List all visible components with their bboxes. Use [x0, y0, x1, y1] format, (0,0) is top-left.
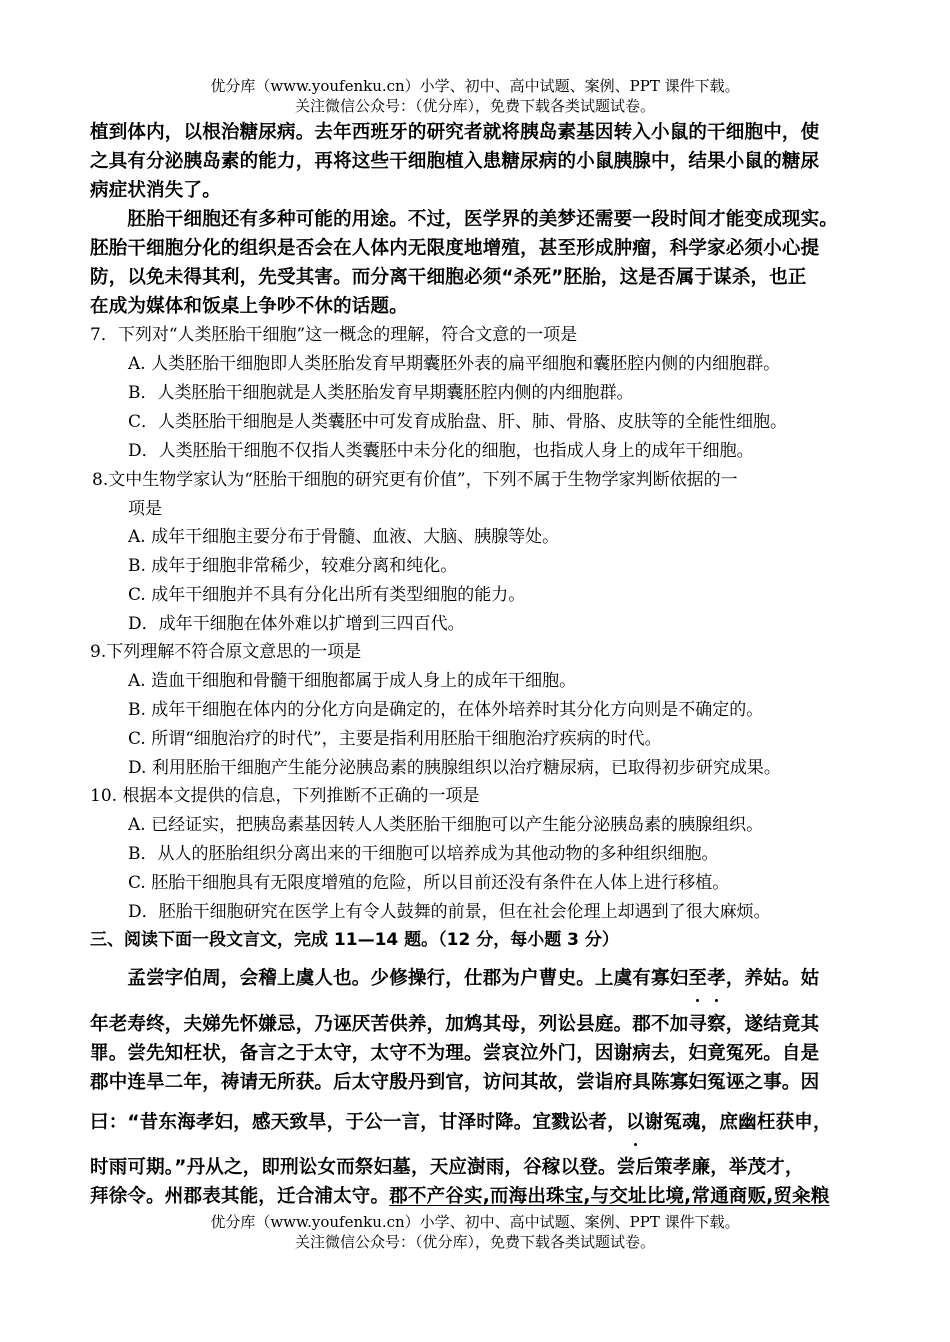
question-7-option-d: D．人类胚胎干细胞不仅指人类囊胚中未分化的细胞，也指成人身上的成年干细胞。 — [128, 441, 754, 461]
classical-line — [90, 965, 819, 993]
classical-text: 谢冤魂，庶幽枉获申， — [644, 1112, 832, 1133]
passage-line: 之具有分泌胰岛素的能力，再将这些干细胞植入患糖尿病的小鼠胰腺中，结果小鼠的糖尿 — [90, 151, 820, 172]
question-8-option-d: D．成年干细胞在体外难以扩增到三四百代。 — [128, 614, 465, 634]
footer-line-2: 关注微信公众号：（优分库），免费下载各类试题试卷。 — [294, 1233, 655, 1251]
passage-line: 在成为媒体和饭桌上争吵不休的话题。 — [90, 296, 408, 317]
question-9-option-b: B. 成年干细胞在体内的分化方向是确定的，在体外培养时其分化方向则是不确定的。 — [128, 700, 764, 720]
dotted-char: 孝 — [707, 965, 726, 993]
question-9-option-d: D. 利用胚胎干细胞产生能分泌胰岛素的胰腺组织以治疗糖尿病，已取得初步研究成果。 — [128, 758, 781, 778]
underlined-sentence: 郡不产谷实,而海出珠宝,与交址比境,常通商贩,贸籴粮 — [389, 1186, 830, 1207]
classical-line — [90, 1183, 830, 1211]
question-10-option-c: C. 胚胎干细胞具有无限度增殖的危险，所以目前还没有条件在人体上进行移植。 — [128, 873, 730, 893]
dotted-char: 至 — [688, 965, 707, 993]
header-line-1: 优分库（www.youfenku.cn）小学、初中、高中试题、案例、PPT 课件下载。 — [210, 77, 740, 95]
question-8-option-b: B. 成年于细胞非常稀少，较难分离和纯化。 — [128, 556, 458, 576]
question-8-option-a: A. 成年干细胞主要分布于骨髓、血液、大脑、胰腺等处。 — [128, 527, 560, 547]
question-8-stem-cont: 项是 — [128, 499, 162, 519]
classical-text: 曰：“昔东海孝妇，感天致旱，于公一言，甘泽时降。宜戮讼者， — [90, 1112, 626, 1133]
question-7-option-b: B．人类胚胎干细胞就是人类胚胎发育早期囊胚腔内侧的内细胞群。 — [128, 383, 634, 403]
passage-line: 胚胎干细胞还有多种可能的用途。不过，医学界的美梦还需要一段时间才能变成现实。 — [90, 209, 839, 230]
question-10-option-b: B．从人的胚胎组织分离出来的干细胞可以培养成为其他动物的多种组织细胞。 — [128, 844, 719, 864]
classical-text: 拜徐令。州郡表其能，迁合浦太守。 — [90, 1186, 390, 1207]
question-9-option-a: A. 造血干细胞和骨髓干细胞都属于成人身上的成年干细胞。 — [128, 671, 577, 691]
question-10-option-a: A. 已经证实，把胰岛素基因转人人类胚胎干细胞可以产生能分泌胰岛素的胰腺组织。 — [128, 815, 764, 835]
question-8-stem: 8.文中生物学家认为“胚胎干细胞的研究更有价值”，下列不属于生物学家判断依据的一 — [92, 470, 738, 490]
classical-line: 罪。尝先知枉状，备言之于太守，太守不为理。尝哀泣外门，因谢病去，妇竟冤死。自是 — [90, 1043, 820, 1064]
passage-line: 胚胎干细胞分化的组织是否会在人体内无限度地增殖，甚至形成肿瘤，科学家必须小心提 — [90, 238, 820, 259]
classical-line: 时雨可期。”丹从之，即刑讼女而祭妇墓，天应澍雨，谷稼以登。尝后策孝廉，举茂才， — [90, 1157, 804, 1178]
classical-line: 年老寿终，夫娣先怀嫌忌，乃诬厌苦供养，加鸩其母，列讼县庭。郡不加寻察，遂结竟其 — [90, 1014, 820, 1035]
question-7-option-a: A. 人类胚胎干细胞即人类胚胎发育早期囊胚外表的扁平细胞和囊胚腔内侧的内细胞群。 — [128, 354, 781, 374]
classical-line — [90, 1109, 832, 1137]
passage-line: 植到体内，以根治糖尿病。去年西班牙的研究者就将胰岛素基因转入小鼠的干细胞中，使 — [90, 122, 820, 143]
classical-text: 孟尝字伯周，会稽上虞人也。少修操行，仕郡为户曹史。上虞有寡妇 — [90, 968, 689, 989]
passage-line: 病症状消失了。 — [90, 180, 221, 201]
section-3-title: 三、阅读下面一段文言文，完成 11—14 题。（12 分，每小题 3 分） — [90, 930, 619, 950]
question-9-stem: 9.下列理解不符合原文意思的一项是 — [90, 642, 362, 662]
question-8-option-c: C. 成年干细胞并不具有分化出所有类型细胞的能力。 — [128, 585, 526, 605]
question-9-option-c: C. 所谓“细胞治疗的时代”，主要是指利用胚胎干细胞治疗疾病的时代。 — [128, 729, 662, 749]
footer-line-1: 优分库（www.youfenku.cn）小学、初中、高中试题、案例、PPT 课件下载。 — [210, 1213, 740, 1231]
question-10-option-d: D．胚胎干细胞研究在医学上有令人鼓舞的前景，但在社会伦理上却遇到了很大麻烦。 — [128, 902, 771, 922]
dotted-char: 以 — [626, 1109, 645, 1137]
question-10-stem: 10. 根据本文提供的信息，下列推断不正确的一项是 — [90, 786, 480, 806]
question-7-stem: 7．下列对“人类胚胎干细胞”这一概念的理解，符合文意的一项是 — [90, 325, 578, 345]
header-line-2: 关注微信公众号：（优分库），免费下载各类试题试卷。 — [294, 97, 655, 115]
classical-line: 郡中连旱二年，祷请无所获。后太守殷丹到官，访问其故，尝诣府具陈寡妇冤诬之事。因 — [90, 1072, 820, 1093]
passage-line: 防，以免未得其利，先受其害。而分离干细胞必须“杀死”胚胎，这是否属于谋杀，也正 — [90, 267, 807, 288]
question-7-option-c: C．人类胚胎干细胞是人类囊胚中可发育成胎盘、肝、肺、骨胳、皮肤等的全能性细胞。 — [128, 412, 788, 432]
classical-text: ，养姑。姑 — [725, 968, 820, 989]
